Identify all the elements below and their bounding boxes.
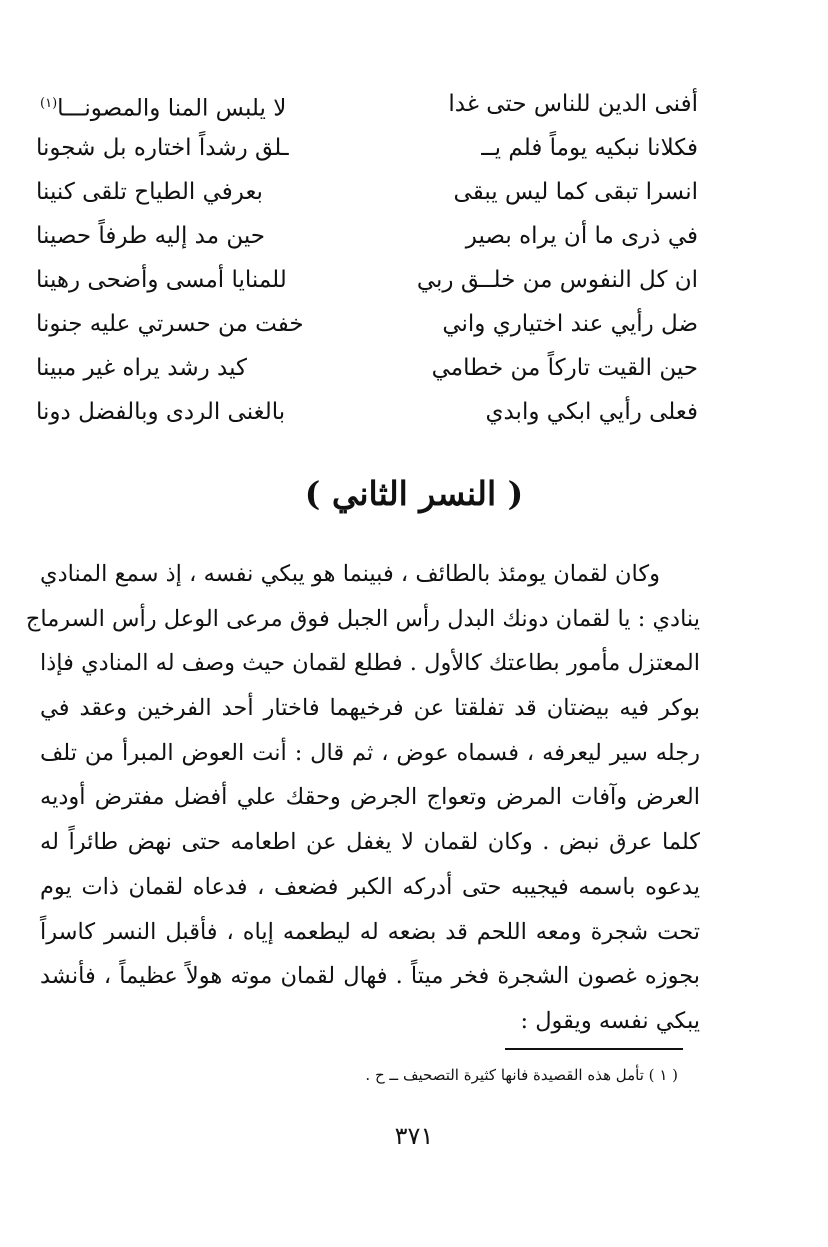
poem-verse (36, 302, 698, 346)
verse-second-hemistich (36, 82, 286, 131)
prose-line: رجله سير ليعرفه ، فسماه عوض ، ثم قال : أنت العوض المبرأ من تلف (40, 739, 700, 766)
verse-first-hemistich: ان كل النفوس من خلــق ربي (416, 267, 698, 293)
prose-line: وكان لقمان يومئذ بالطائف ، فبينما هو يبكي نفسه ، إذ سمع المنادي (40, 561, 660, 587)
verse-second-hemistich: ـلق رشداً اختاره بل شجونا (36, 135, 289, 161)
verse-first-hemistich: انسرا تبقى كما ليس يبقى (453, 179, 698, 205)
verse-first-hemistich: فعلى رأيي ابكي وابدي (485, 399, 698, 425)
poem-verse (36, 126, 698, 170)
prose-line: كلما عرق نبض . وكان لقمان لا يغفل عن اطعامه حتى نهض طائراً له (40, 829, 700, 856)
prose-line: المعتزل مأمور بطاعتك كالأول . فطلع لقمان حيث وصف له المنادي فإذا (40, 650, 700, 677)
page-number: ٣٧١ (394, 1122, 434, 1150)
prose-line: بجوزه غصون الشجرة فخر ميتاً . فهال لقمان موته هولاً عظيماً ، فأنشد (40, 963, 700, 990)
verse-second-hemistich-text: لا يلبس المنا والمصونـــا (57, 95, 287, 122)
prose-line: تحت شجرة ومعه اللحم قد بضعه له ليطعمه إياه ، فأقبل النسر كاسراً (40, 918, 700, 945)
prose-line: يبكي نفسه ويقول : (520, 1007, 700, 1034)
prose-line: العرض وآفات المرض وتعواج الجرض وحقك علي أفضل مفترض أوديه (40, 784, 700, 811)
verse-second-hemistich: حين مد إليه طرفاً حصينا (36, 223, 266, 249)
poem-verse (36, 82, 698, 126)
verse-first-hemistich: أفنى الدين للناس حتى غدا (448, 91, 698, 117)
prose-paragraph (25, 552, 700, 1044)
footnote-divider (505, 1048, 683, 1050)
section-title: ( النسر الثاني ) (304, 474, 524, 513)
footnote: ( ١ ) تأمل هذه القصيدة فانها كثيرة التصحيف ــ ح . (365, 1066, 678, 1084)
verse-first-hemistich: فكلانا نبكيه يوماً فلم يــ (481, 135, 698, 161)
verse-second-hemistich: كيد رشد يراه غير مبينا (36, 355, 247, 381)
poem-verse (36, 214, 698, 258)
poem-verse (36, 346, 698, 390)
verse-first-hemistich: في ذرى ما أن يراه بصير (465, 223, 698, 249)
poem-verse (36, 390, 698, 434)
verse-second-hemistich: بالغنى الردى وبالفضل دونا (36, 399, 286, 425)
poem-verse (36, 258, 698, 302)
prose-line: ينادي : يا لقمان دونك البدل رأس الجبل فوق مرعى الوعل رأس السرماج (25, 605, 700, 632)
verse-second-hemistich: بعرفي الطياح تلقى كنينا (36, 179, 263, 205)
prose-line: بوكر فيه بيضتان قد تفلقتا عن فرخيهما فاختار أحد الفرخين وعقد في (40, 695, 700, 722)
verse-second-hemistich: خفت من حسرتي عليه جنونا (36, 311, 304, 337)
verse-first-hemistich: ضل رأيي عند اختياري واني (442, 311, 698, 337)
footnote-reference: (١) (40, 96, 58, 111)
poem-verse (36, 170, 698, 214)
poem (36, 82, 698, 434)
prose-line: يدعوه باسمه فيجيبه حتى أدركه الكبر فضعف ، فدعاه لقمان ذات يوم (40, 873, 700, 900)
verse-first-hemistich: حين القيت تاركاً من خطامي (431, 355, 698, 381)
verse-second-hemistich: للمنايا أمسى وأضحى رهينا (36, 267, 287, 293)
